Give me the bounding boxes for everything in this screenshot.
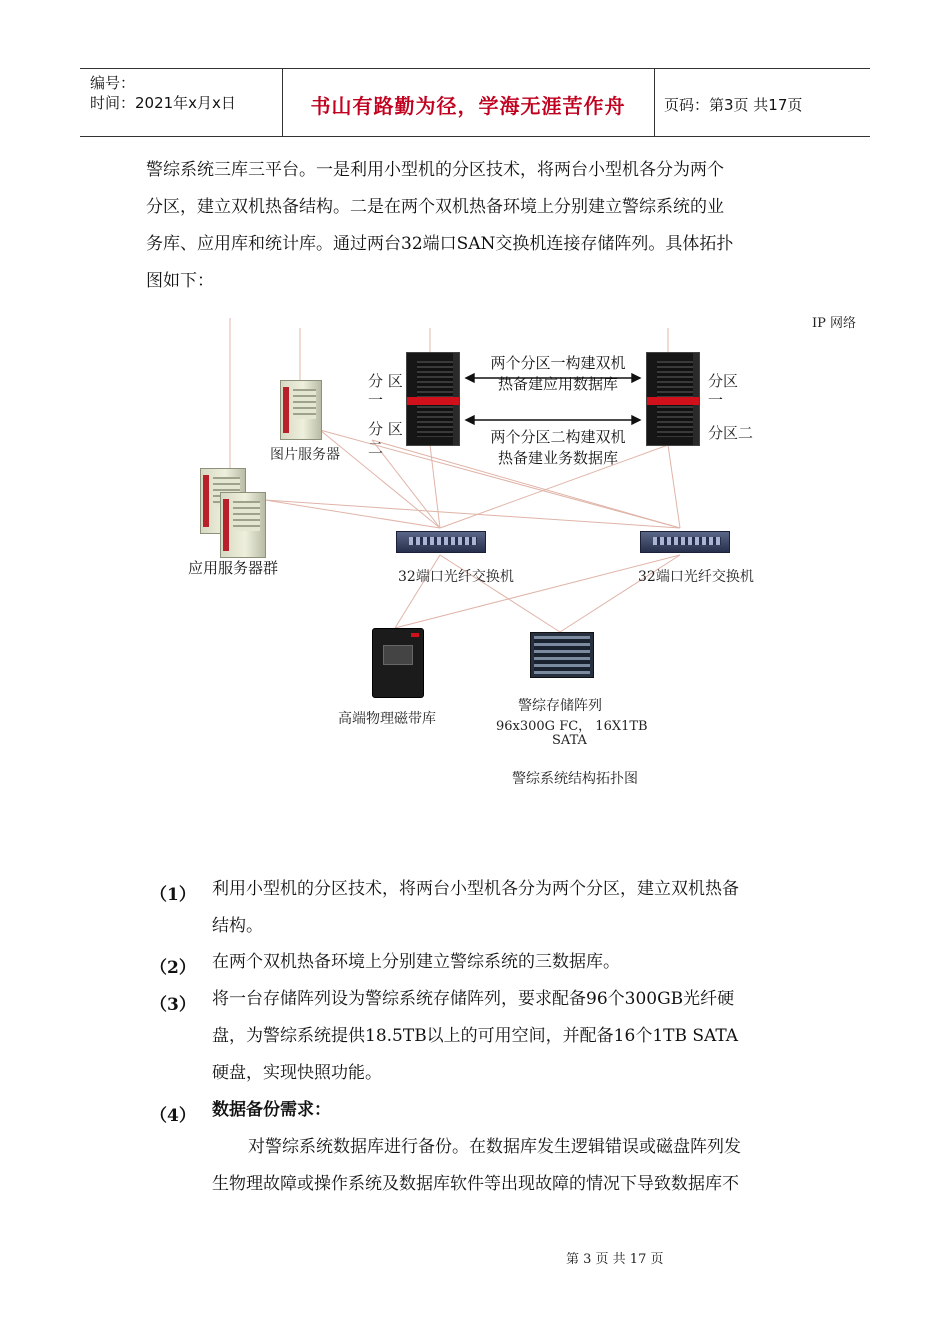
switch-right-label: 32端口光纤交换机 <box>638 569 754 585</box>
arrow-biz-db-left-head <box>466 416 474 424</box>
app-server-front-icon <box>220 492 266 558</box>
partition-left-top-label: 分 区 一 <box>368 372 403 409</box>
intro-line-3: 务库、应用库和统计库。通过两台32端口SAN交换机连接存储阵列。具体拓扑 <box>146 234 734 254</box>
tape-library-label: 高端物理磁带库 <box>338 711 436 727</box>
link-righthost-switch-right <box>668 445 680 528</box>
list-1-line-2: 结构。 <box>212 916 263 936</box>
link-app-switch-left <box>265 500 440 528</box>
list-num-4: （4） <box>150 1106 196 1126</box>
list-3-line-1: 将一台存储阵列设为警综系统存储阵列，要求配备96个300GB光纤硬 <box>212 989 735 1009</box>
ip-network-label: IP 网络 <box>812 316 857 331</box>
list-3-line-2: 盘，为警综系统提供18.5TB以上的可用空间，并配备16个1TB SATA <box>212 1026 739 1046</box>
tape-library-icon <box>372 628 424 698</box>
footer-page: 第 3 页 共 17 页 <box>566 1252 664 1267</box>
header-motto: 书山有路勤为径，学海无涯苦作舟 <box>310 94 626 118</box>
intro-line-4: 图如下： <box>146 271 214 291</box>
switch-left-label: 32端口光纤交换机 <box>398 569 514 585</box>
list-4-heading: 数据备份需求： <box>212 1100 331 1120</box>
header-code: 编号： <box>90 74 136 92</box>
arrow-app-db-right-head <box>632 374 640 382</box>
storage-spec-1: 96x300G FC， 16X1TB <box>496 719 648 734</box>
note-app-db: 两个分区一构建双机热备建应用数据库 <box>490 354 626 393</box>
list-num-2: （2） <box>150 958 196 978</box>
app-server-group-label: 应用服务器群 <box>188 559 279 577</box>
link-lefthost-switch-left <box>430 445 440 528</box>
list-2-line-1: 在两个双机热备环境上分别建立警综系统的三数据库。 <box>212 952 620 972</box>
right-minicomputer-icon <box>646 352 700 446</box>
image-server-icon <box>280 380 322 440</box>
partition-left-bottom-label: 分 区 二 <box>368 420 403 457</box>
link-app-switch-right <box>265 500 680 528</box>
switch-right-icon <box>640 531 730 553</box>
intro-line-1: 警综系统三库三平台。一是利用小型机的分区技术，将两台小型机各分为两个 <box>146 160 724 180</box>
list-num-1: （1） <box>150 885 196 905</box>
left-minicomputer-icon <box>406 352 460 446</box>
arrow-biz-db-right-head <box>632 416 640 424</box>
storage-spec-2: SATA <box>552 733 587 748</box>
list-3-line-3: 硬盘，实现快照功能。 <box>212 1063 382 1083</box>
image-server-label: 图片服务器 <box>270 447 340 463</box>
arrow-app-db-left-head <box>466 374 474 382</box>
diagram-caption: 警综系统结构拓扑图 <box>512 771 638 787</box>
header-date: 时间：2021年x月x日 <box>90 94 236 112</box>
partition-right-top-label: 分区 一 <box>708 372 739 409</box>
intro-line-2: 分区，建立双机热备结构。二是在两个双机热备环境上分别建立警综系统的业 <box>146 197 724 217</box>
partition-right-bottom-label: 分区二 <box>708 424 754 442</box>
switch-left-icon <box>396 531 486 553</box>
backup-line-2: 生物理故障或操作系统及数据库软件等出现故障的情况下导致数据库不 <box>212 1174 739 1194</box>
note-biz-db: 两个分区二构建双机热备建业务数据库 <box>490 428 626 467</box>
list-1-line-1: 利用小型机的分区技术，将两台小型机各分为两个分区，建立双机热备 <box>212 879 739 899</box>
list-num-3: （3） <box>150 995 196 1015</box>
storage-title: 警综存储阵列 <box>518 698 602 714</box>
storage-array-icon <box>530 632 594 678</box>
backup-line-1: 对警综系统数据库进行备份。在数据库发生逻辑错误或磁盘阵列发 <box>248 1137 741 1157</box>
header-page: 页码：第3页 共17页 <box>664 96 803 114</box>
